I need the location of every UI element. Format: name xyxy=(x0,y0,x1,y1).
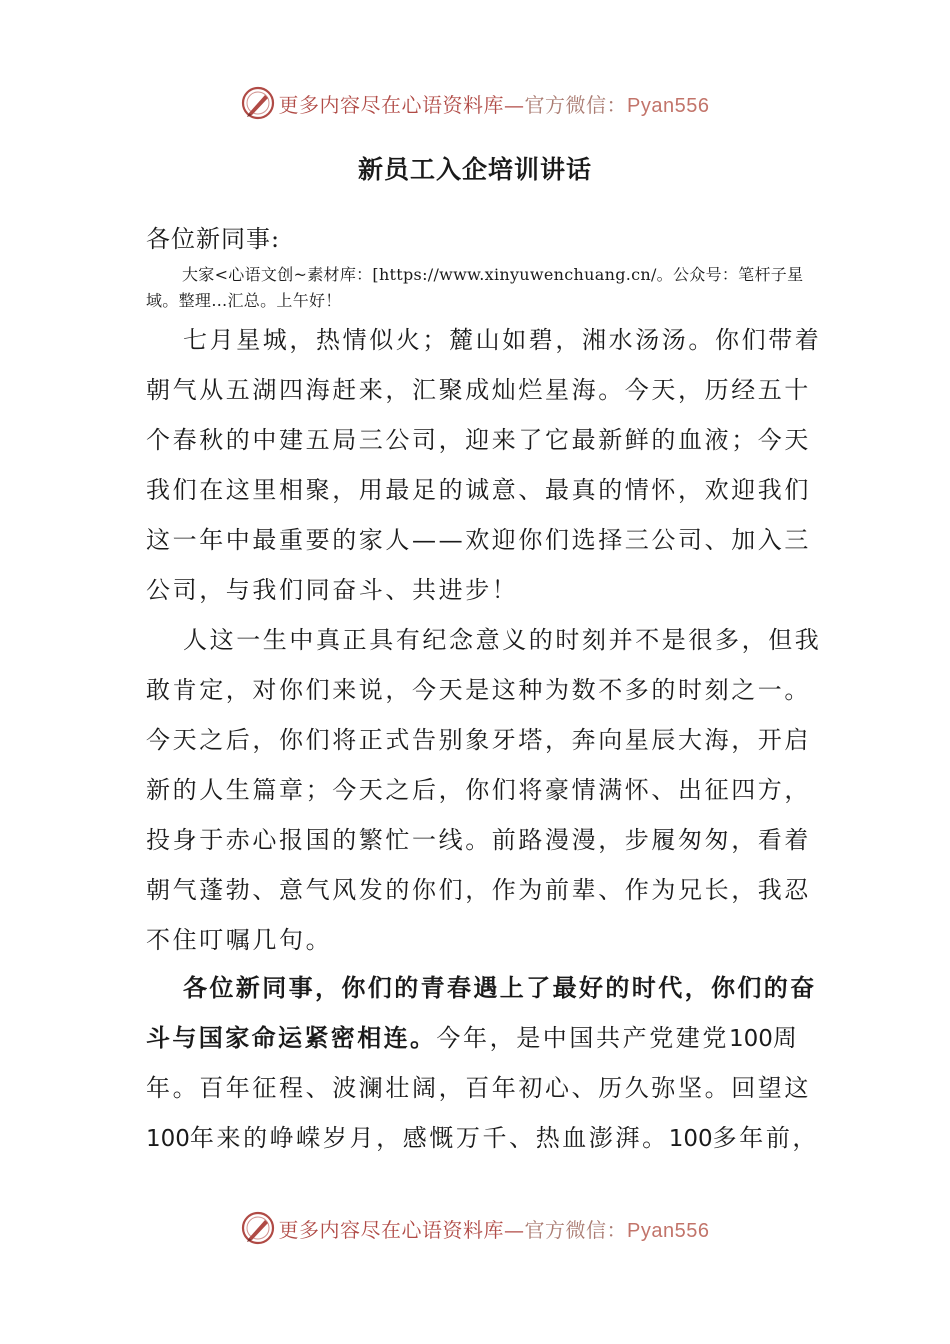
document-title: 新员工入企培训讲话 xyxy=(357,155,592,184)
number-text: 100 xyxy=(668,1126,713,1152)
paragraph-2-line: 敢肯定，对你们来说，今天是这种为数不多的时刻之一。 xyxy=(146,676,811,704)
paragraph-1-line: 个春秋的中建五局三公司，迎来了它最新鲜的血液；今天 xyxy=(146,426,811,454)
paragraph-3-text: 多年前， xyxy=(712,1124,820,1152)
banner-main: 更多内容尽在心语资料库 xyxy=(278,92,505,117)
footer-banner xyxy=(0,1208,950,1248)
paragraph-2-line: 新的人生篇章；今天之后，你们将豪情满怀、出征四方， xyxy=(146,776,811,804)
number-text: 100 xyxy=(729,1026,773,1052)
greeting: 各位新同事: xyxy=(146,225,281,253)
header-banner xyxy=(0,83,950,123)
paragraph-3-text: 年来的峥嵘岁月，感慨万千、热血澎湃。 xyxy=(189,1124,669,1152)
paragraph-2-line: 投身于赤心报国的繁忙一线。前路漫漫，步履匆匆，看着 xyxy=(146,826,811,854)
paragraph-1-line: 公司，与我们同奋斗、共进步！ xyxy=(146,576,519,604)
pen-logo-icon xyxy=(241,86,275,120)
paragraph-1-line: 七月星城，热情似火；麓山如碧，湘水汤汤。你们带着 xyxy=(183,326,822,354)
banner-wechat-label: 官方微信： xyxy=(524,92,628,117)
banner-wechat-label: 官方微信： xyxy=(524,1217,628,1242)
pen-logo-icon xyxy=(241,1211,275,1245)
paragraph-3-text: 今年，是中国共产党建党 xyxy=(436,1024,730,1052)
paragraph-1-line: 我们在这里相聚，用最足的诚意、最真的情怀，欢迎我们 xyxy=(146,476,811,504)
banner-wechat-id: Pyan556 xyxy=(627,94,710,117)
paragraph-3-line: 年。百年征程、波澜壮阔，百年初心、历久弥坚。回望这 xyxy=(146,1074,811,1102)
banner-text xyxy=(279,1214,710,1243)
paragraph-3-text: 周 xyxy=(772,1024,800,1052)
emphasis-text: 各位新同事，你们的青春遇上了最好的时代，你们的奋 xyxy=(183,974,817,1002)
banner-separator: — xyxy=(504,92,525,117)
paragraph-3-line xyxy=(183,968,817,1003)
paragraph-2-line: 今天之后，你们将正式告别象牙塔，奔向星辰大海，开启 xyxy=(146,726,811,754)
banner-wechat-id: Pyan556 xyxy=(627,1219,710,1242)
number-text: 100 xyxy=(146,1126,190,1152)
banner-main: 更多内容尽在心语资料库 xyxy=(278,1217,505,1242)
paragraph-3-line xyxy=(146,1118,819,1153)
paragraph-2-line: 不住叮嘱几句。 xyxy=(146,926,333,954)
paragraph-3-line xyxy=(146,1018,800,1053)
paragraph-2-line: 朝气蓬勃、意气风发的你们，作为前辈、作为兄长，我忍 xyxy=(146,876,811,904)
paragraph-1-line: 朝气从五湖四海赶来，汇聚成灿烂星海。今天，历经五十 xyxy=(146,376,811,404)
banner-separator: — xyxy=(504,1217,525,1242)
paragraph-1-line: 这一年中最重要的家人——欢迎你们选择三公司、加入三 xyxy=(146,526,811,554)
banner-text xyxy=(279,89,710,118)
paragraph-2-line: 人这一生中真正具有纪念意义的时刻并不是很多，但我 xyxy=(183,626,822,654)
emphasis-text: 斗与国家命运紧密相连。 xyxy=(146,1024,437,1052)
source-note: 大家<心语文创~素材库：[https://www.xinyuwenchuang.cn/。公众号：笔杆子星域。整理…汇总。上午好！ xyxy=(146,265,804,310)
